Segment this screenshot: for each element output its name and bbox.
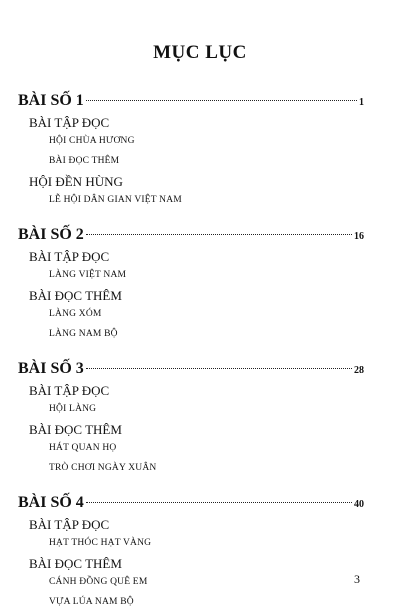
lesson-page-number: 1 <box>359 97 364 108</box>
lesson-title: BÀI SỐ 1 <box>18 92 84 109</box>
toc-subheading[interactable]: BÀI TẬP ĐỌC <box>29 517 110 532</box>
toc-item[interactable]: VỰA LÚA NAM BỘ <box>49 597 134 607</box>
page-title: MỤC LỤC <box>153 42 247 63</box>
toc-item[interactable]: LỄ HỘI DÂN GIAN VIỆT NAM <box>49 195 182 205</box>
toc-subheading[interactable]: HỘI ĐỀN HÙNG <box>29 174 123 189</box>
toc-item[interactable]: LÀNG VIỆT NAM <box>49 270 127 280</box>
table-of-contents <box>18 92 364 612</box>
toc-lesson-entry[interactable] <box>18 226 364 248</box>
toc-item[interactable]: TRÒ CHƠI NGÀY XUÂN <box>49 463 157 473</box>
toc-lesson-entry[interactable] <box>18 494 364 516</box>
lesson-title: BÀI SỐ 3 <box>18 360 84 377</box>
toc-lesson-entry[interactable] <box>18 92 364 114</box>
toc-item[interactable]: LÀNG XÓM <box>49 309 102 319</box>
toc-section <box>18 92 364 210</box>
toc-item[interactable]: HỘI LÀNG <box>49 404 97 414</box>
lesson-page-number: 16 <box>354 231 364 242</box>
dot-leader <box>86 100 357 101</box>
dot-leader <box>86 502 352 503</box>
toc-item[interactable]: CÁNH ĐỒNG QUÊ EM <box>49 577 148 587</box>
toc-section <box>18 494 364 612</box>
toc-item[interactable]: BÀI ĐỌC THÊM <box>49 156 120 166</box>
toc-section <box>18 226 364 344</box>
lesson-title: BÀI SỐ 4 <box>18 494 84 511</box>
dot-leader <box>86 234 352 235</box>
toc-subheading[interactable]: BÀI ĐỌC THÊM <box>29 422 122 437</box>
toc-subheading[interactable]: BÀI ĐỌC THÊM <box>29 288 122 303</box>
toc-subheading[interactable]: BÀI ĐỌC THÊM <box>29 556 122 571</box>
lesson-page-number: 28 <box>354 365 364 376</box>
toc-lesson-entry[interactable] <box>18 360 364 382</box>
page-number: 3 <box>354 572 360 586</box>
toc-subheading[interactable]: BÀI TẬP ĐỌC <box>29 383 110 398</box>
lesson-title: BÀI SỐ 2 <box>18 226 84 243</box>
lesson-page-number: 40 <box>354 499 364 510</box>
dot-leader <box>86 368 352 369</box>
toc-section <box>18 360 364 478</box>
toc-item[interactable]: HẠT THÓC HẠT VÀNG <box>49 538 152 548</box>
toc-subheading[interactable]: BÀI TẬP ĐỌC <box>29 115 110 130</box>
toc-item[interactable]: HÁT QUAN HỌ <box>49 443 117 453</box>
toc-item[interactable]: LÀNG NAM BỘ <box>49 329 118 339</box>
toc-item[interactable]: HỘI CHÙA HƯƠNG <box>49 136 135 146</box>
toc-subheading[interactable]: BÀI TẬP ĐỌC <box>29 249 110 264</box>
